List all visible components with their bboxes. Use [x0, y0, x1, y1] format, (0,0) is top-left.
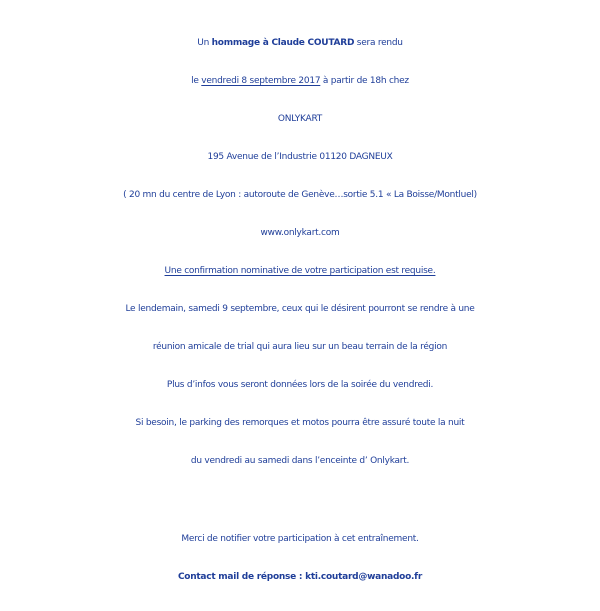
notify-participation-line: Merci de notifier votre participation à cet entraînement. — [181, 534, 419, 544]
date-post: à partir de 18h chez — [320, 76, 409, 86]
more-info-line: Plus d’infos vous seront données lors de la soirée du vendredi. — [166, 380, 434, 390]
venue-name: ONLYKART — [277, 114, 323, 124]
contact-email-line[interactable]: Contact mail de réponse : kti.coutard@wanadoo.fr — [177, 572, 423, 582]
parking-location-line: du vendredi au samedi dans l’enceinte d’ Onlykart. — [190, 456, 410, 466]
trial-meeting-line: réunion amicale de trial qui aura lieu sur un beau terrain de la région — [152, 342, 448, 352]
event-date-line — [0, 71, 600, 91]
parking-line: Si besoin, le parking des remorques et motos pourra être assuré toute la nuit — [135, 418, 465, 428]
event-date: vendredi 8 septembre 2017 — [201, 76, 321, 86]
directions-line: ( 20 mn du centre de Lyon : autoroute de Genève…sortie 5.1 « La Boisse/Montluel) — [123, 190, 477, 200]
venue-address: 195 Avenue de l’Industrie 01120 DAGNEUX — [207, 152, 393, 162]
next-day-line: Le lendemain, samedi 9 septembre, ceux qui le désirent pourront se rendre à une — [125, 304, 475, 314]
tribute-pre: Un — [197, 38, 212, 48]
website-link[interactable]: www.onlykart.com — [260, 228, 340, 238]
tribute-name: hommage à Claude COUTARD — [211, 38, 355, 48]
date-pre: le — [191, 76, 202, 86]
tribute-announcement-line — [0, 33, 600, 53]
confirmation-required-line: Une confirmation nominative de votre participation est requise. — [164, 266, 436, 276]
tribute-post: sera rendu — [354, 38, 403, 48]
